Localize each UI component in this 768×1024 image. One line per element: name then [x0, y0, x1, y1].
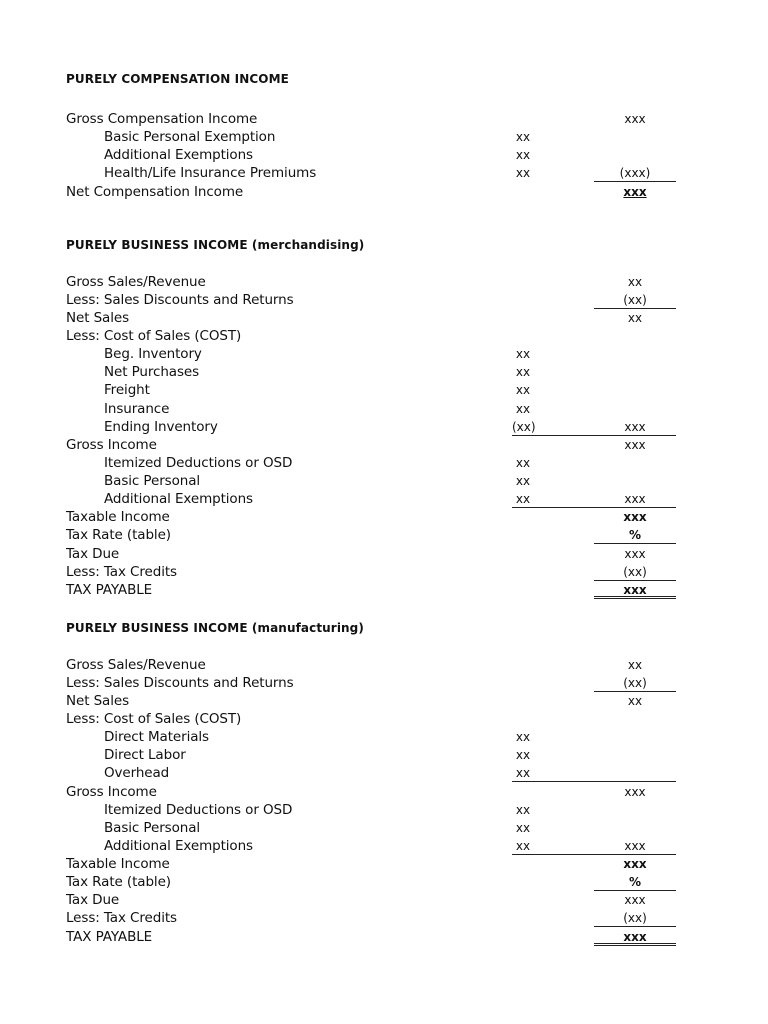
amount-col2: (xx)	[594, 291, 676, 309]
amount-col1: xx	[515, 730, 531, 744]
row-label: Freight	[104, 382, 150, 398]
table-row	[0, 563, 768, 581]
row-label: Less: Tax Credits	[66, 910, 177, 926]
section-heading-compensation	[66, 72, 289, 86]
table-row	[0, 692, 768, 710]
table-row	[0, 183, 768, 201]
row-label: Overhead	[104, 765, 170, 781]
row-label: Itemized Deductions or OSD	[104, 455, 293, 471]
row-label: TAX PAYABLE	[66, 582, 153, 598]
row-label: Ending Inventory	[104, 419, 218, 435]
row-label: Gross Sales/Revenue	[66, 274, 206, 290]
amount-col2-total: xxx	[623, 185, 647, 199]
table-row	[0, 855, 768, 873]
table-row	[0, 164, 768, 182]
amount-col1: xx	[515, 766, 531, 780]
row-label: Net Sales	[66, 693, 130, 709]
row-label: Tax Due	[66, 892, 120, 908]
amount-col2: (xx)	[594, 909, 676, 927]
table-row	[0, 783, 768, 801]
amount-col1: xx	[515, 365, 531, 379]
amount-col1: xx	[515, 803, 531, 817]
table-row	[0, 674, 768, 692]
section-title: PURELY BUSINESS INCOME	[66, 621, 248, 635]
table-row	[0, 273, 768, 291]
row-label: Additional Exemptions	[104, 147, 253, 163]
amount-col2: xx	[627, 311, 643, 325]
table-row	[0, 454, 768, 472]
amount-col2: xxx	[624, 785, 646, 799]
amount-col2: (xxx)	[594, 164, 676, 182]
table-row	[0, 581, 768, 599]
table-row	[0, 291, 768, 309]
amount-col2: (xx)	[594, 563, 676, 581]
amount-col1: xx	[515, 821, 531, 835]
table-row	[0, 128, 768, 146]
table-row	[0, 508, 768, 526]
amount-col2: xxx	[624, 547, 646, 561]
row-label: Insurance	[104, 401, 170, 417]
table-row	[0, 472, 768, 490]
amount-col1: xx	[515, 130, 531, 144]
table-row	[0, 819, 768, 837]
amount-col1: xx	[515, 166, 531, 180]
table-row	[0, 801, 768, 819]
amount-col2: xxx	[624, 438, 646, 452]
table-row	[0, 764, 768, 782]
row-label: Net Sales	[66, 310, 130, 326]
row-label: Additional Exemptions	[104, 491, 253, 507]
row-label: Tax Rate (table)	[66, 874, 171, 890]
table-row	[0, 656, 768, 674]
row-label: Tax Due	[66, 546, 120, 562]
amount-col2: xxx	[624, 420, 646, 434]
table-row	[0, 345, 768, 363]
amount-col1: xx	[515, 148, 531, 162]
rule-line	[512, 781, 676, 782]
row-label: Basic Personal Exemption	[104, 129, 276, 145]
row-label: Gross Income	[66, 437, 157, 453]
amount-col2: (xx)	[594, 674, 676, 692]
amount-col2: xx	[627, 694, 643, 708]
amount-col1: (xx)	[512, 420, 536, 434]
row-label: Basic Personal	[104, 820, 201, 836]
table-row	[0, 909, 768, 927]
amount-col1: xx	[515, 839, 531, 853]
table-row	[0, 728, 768, 746]
table-row	[0, 710, 768, 728]
table-row	[0, 545, 768, 563]
amount-col1: xx	[515, 383, 531, 397]
row-label: Taxable Income	[66, 856, 170, 872]
row-label: TAX PAYABLE	[66, 929, 153, 945]
amount-col2: %	[594, 526, 676, 544]
amount-col2: xxx	[623, 510, 647, 524]
amount-col2: xx	[627, 658, 643, 672]
row-label: Health/Life Insurance Premiums	[104, 165, 317, 181]
row-label: Less: Sales Discounts and Returns	[66, 675, 294, 691]
row-label: Beg. Inventory	[104, 346, 202, 362]
row-label: Itemized Deductions or OSD	[104, 802, 293, 818]
amount-col2: xxx	[624, 839, 646, 853]
amount-col2: xxx	[624, 893, 646, 907]
table-row	[0, 837, 768, 855]
table-row	[0, 363, 768, 381]
section-title: PURELY COMPENSATION INCOME	[66, 72, 289, 86]
row-label: Basic Personal	[104, 473, 201, 489]
table-row	[0, 891, 768, 909]
table-row	[0, 746, 768, 764]
row-label: Net Compensation Income	[66, 184, 244, 200]
table-row	[0, 400, 768, 418]
table-row	[0, 928, 768, 946]
section-heading-merchandising	[66, 238, 364, 252]
amount-col2-total: xxx	[594, 581, 676, 599]
table-row	[0, 146, 768, 164]
row-label: Additional Exemptions	[104, 838, 253, 854]
row-label: Tax Rate (table)	[66, 527, 171, 543]
table-row	[0, 381, 768, 399]
amount-col2: xxx	[624, 112, 646, 126]
amount-col2: xxx	[624, 492, 646, 506]
amount-col2: %	[594, 873, 676, 891]
table-row	[0, 873, 768, 891]
table-row	[0, 327, 768, 345]
amount-col1: xx	[515, 347, 531, 361]
row-label: Gross Compensation Income	[66, 111, 258, 127]
section-heading-manufacturing	[66, 621, 364, 635]
amount-col1: xx	[515, 748, 531, 762]
row-label: Less: Tax Credits	[66, 564, 177, 580]
table-row	[0, 418, 768, 436]
row-label: Taxable Income	[66, 509, 170, 525]
row-label: Net Purchases	[104, 364, 200, 380]
row-label: Gross Income	[66, 784, 157, 800]
table-row	[0, 490, 768, 508]
table-row	[0, 309, 768, 327]
section-title: PURELY BUSINESS INCOME	[66, 238, 248, 252]
table-row	[0, 110, 768, 128]
amount-col2-total: xxx	[594, 928, 676, 946]
table-row	[0, 436, 768, 454]
amount-col1: xx	[515, 492, 531, 506]
amount-col2: xx	[627, 275, 643, 289]
amount-col1: xx	[515, 474, 531, 488]
row-label: Gross Sales/Revenue	[66, 657, 206, 673]
section-title-suffix: (manufacturing)	[251, 621, 364, 635]
row-label: Less: Cost of Sales (COST)	[66, 328, 242, 344]
section-title-suffix: (merchandising)	[251, 238, 365, 252]
row-label: Less: Sales Discounts and Returns	[66, 292, 294, 308]
amount-col2: xxx	[623, 857, 647, 871]
table-row	[0, 526, 768, 544]
row-label: Direct Materials	[104, 729, 209, 745]
row-label: Less: Cost of Sales (COST)	[66, 711, 242, 727]
amount-col1: xx	[515, 456, 531, 470]
amount-col1: xx	[515, 402, 531, 416]
row-label: Direct Labor	[104, 747, 186, 763]
